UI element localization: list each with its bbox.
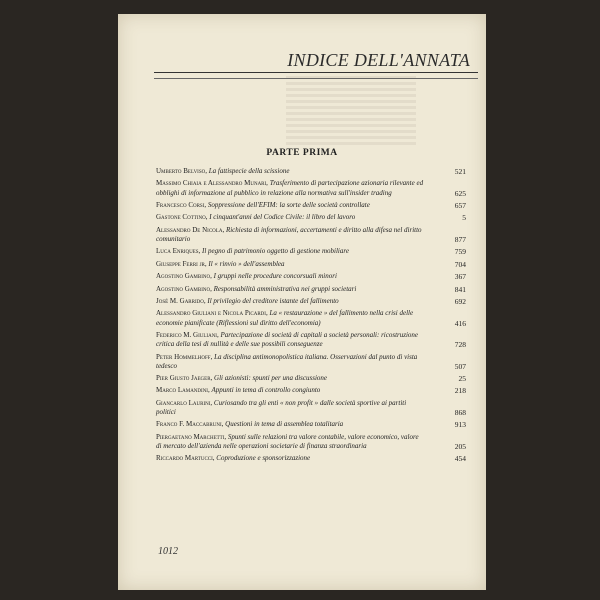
entry-author: Riccardo Martucci, <box>156 454 215 463</box>
entry-author: Umberto Belviso, <box>156 167 207 175</box>
entry-text <box>156 260 424 269</box>
entry-title: Richiesta di informazioni, accertamenti e diritto alla difesa nel diritto comunitario <box>156 225 422 243</box>
entry-text <box>156 213 424 222</box>
index-entry <box>156 454 466 463</box>
show-through-text <box>286 76 416 146</box>
entry-title: Il pegno di patrimonio oggetto di gestione mobiliare <box>202 247 349 256</box>
entry-title: Questioni in tema di assemblea totalitaria <box>225 420 344 429</box>
entry-page-number: 692 <box>454 296 466 306</box>
entry-text <box>156 353 424 371</box>
entry-title: I cinquant'anni del Codice Civile: il libro del lavoro <box>209 213 356 222</box>
entry-page-number: 507 <box>454 361 466 371</box>
index-entry <box>156 179 466 197</box>
entry-title: Il privilegio del creditore istante del fallimento <box>207 296 339 305</box>
entry-author: Federico M. Giuliani, <box>156 330 219 339</box>
entry-text <box>156 433 424 451</box>
entry-title: La disciplina antimonopolistica italiana. Osservazioni dal punto di vista tedesco <box>156 352 418 370</box>
entry-page-number: 877 <box>454 234 466 244</box>
entry-author: Agostino Gambino, <box>156 272 212 281</box>
entry-page-number: 521 <box>454 167 466 176</box>
entry-page-number: 868 <box>454 408 466 418</box>
index-entry <box>156 201 466 210</box>
entry-title: La « restaurazione » del fallimento nella crisi delle economie pianificate (Riflessioni sul diritto dell'economia) <box>156 309 414 327</box>
running-header <box>154 50 478 73</box>
entry-text <box>156 247 424 256</box>
entry-text <box>156 331 424 349</box>
index-entry <box>156 285 466 294</box>
entry-author: Alessandro De Nicola, <box>156 225 225 234</box>
index-entry <box>156 226 466 244</box>
index-entry <box>156 247 466 256</box>
entry-text <box>156 226 424 244</box>
index-entry <box>156 260 466 269</box>
entry-page-number: 728 <box>454 340 466 350</box>
entry-text <box>156 420 424 429</box>
entry-text <box>156 201 424 210</box>
entry-page-number: 704 <box>454 259 466 269</box>
entry-author: Marco Lamandini, <box>156 386 210 395</box>
entry-author: José M. Garrido, <box>156 296 206 305</box>
index-entry <box>156 399 466 417</box>
index-entries <box>156 167 466 467</box>
entry-page-number: 454 <box>454 454 466 464</box>
entry-page-number: 367 <box>454 272 466 282</box>
entry-page-number: 416 <box>454 318 466 328</box>
index-entry <box>156 309 466 327</box>
entry-title: Il « rinvio » dell'assemblea <box>208 259 285 268</box>
entry-author: Alessandro Giuliani e Nicola Picardi, <box>156 309 268 318</box>
entry-text <box>156 179 424 197</box>
page-number: 1012 <box>158 546 178 557</box>
entry-text <box>156 285 424 294</box>
entry-author: Peter Hommelhoff, <box>156 352 213 361</box>
index-entry <box>156 213 466 222</box>
index-entry <box>156 386 466 395</box>
entry-title: Gli azionisti: spunti per una discussione <box>214 374 328 383</box>
entry-title: Trasferimento di partecipazione azionaria rilevante ed obblighi di informazione al pubblico in relazione alla normativa sull'insider trading <box>156 179 424 197</box>
index-entry <box>156 272 466 281</box>
entry-text <box>156 374 424 383</box>
entry-text <box>156 399 424 417</box>
entry-page-number: 913 <box>454 420 466 430</box>
entry-author: Giuseppe Ferri jr, <box>156 259 207 268</box>
entry-page-number: 218 <box>454 386 466 396</box>
entry-page-number: 25 <box>458 374 466 384</box>
entry-title: Responsabilità amministrativa nei gruppi societari <box>213 284 357 293</box>
entry-author: Luca Enriques, <box>156 247 201 256</box>
header-rule <box>154 78 478 79</box>
entry-text <box>156 454 424 463</box>
entry-author: Massimo Chiaia e Alessandro Munari, <box>156 179 268 188</box>
entry-page-number: 841 <box>454 284 466 294</box>
index-entry <box>156 433 466 451</box>
entry-title: La fattispecie della scissione <box>208 167 290 175</box>
entry-author: Agostino Gambino, <box>156 284 212 293</box>
entry-author: Piergaetano Marchetti, <box>156 432 227 441</box>
book-page <box>118 14 486 590</box>
entry-page-number: 625 <box>454 188 466 198</box>
index-entry <box>156 297 466 306</box>
index-entry <box>156 420 466 429</box>
entry-author: Gastone Cottino, <box>156 213 208 222</box>
entry-author: Giancarlo Laurini, <box>156 398 213 407</box>
index-entry <box>156 353 466 371</box>
entry-text <box>156 309 424 327</box>
entry-text <box>156 386 424 395</box>
index-entry <box>156 374 466 383</box>
section-heading: PARTE PRIMA <box>266 148 338 158</box>
index-entry <box>156 331 466 349</box>
index-entry <box>156 167 466 176</box>
entry-title: Curiosando tra gli enti « non profit » dalle società sportive ai partiti politici <box>156 398 407 417</box>
entry-text <box>156 167 424 176</box>
entry-author: Franco F. Maccabruni, <box>156 420 224 429</box>
entry-title: Coproduzione e sponsorizzazione <box>216 454 311 463</box>
entry-title: I gruppi nelle procedure concorsuali minori <box>213 272 337 281</box>
entry-author: Pier Giusto Jaeger, <box>156 374 213 383</box>
entry-page-number: 205 <box>454 442 466 452</box>
entry-page-number: 657 <box>454 200 466 210</box>
entry-title: Spunti sulle relazioni tra valore contabile, valore economico, valore di mercato dell'azienda nelle operazioni societarie di finanza straordinaria <box>156 432 419 451</box>
entry-title: Appunti in tema di controllo congiunto <box>211 386 321 395</box>
entry-page-number: 5 <box>462 213 466 223</box>
entry-title: Soppressione dell'EFIM: la sorte delle società controllate <box>207 200 370 209</box>
entry-text <box>156 297 424 306</box>
page-title: INDICE DELL'ANNATA <box>287 50 470 70</box>
entry-title: Partecipazione di società di capitali a società personali: ricostruzione critica della tesi di nullità e delle sue possibili conseguenze <box>156 330 419 349</box>
entry-author: Francesco Corsi, <box>156 200 207 209</box>
entry-page-number: 759 <box>454 247 466 257</box>
entry-text <box>156 272 424 281</box>
